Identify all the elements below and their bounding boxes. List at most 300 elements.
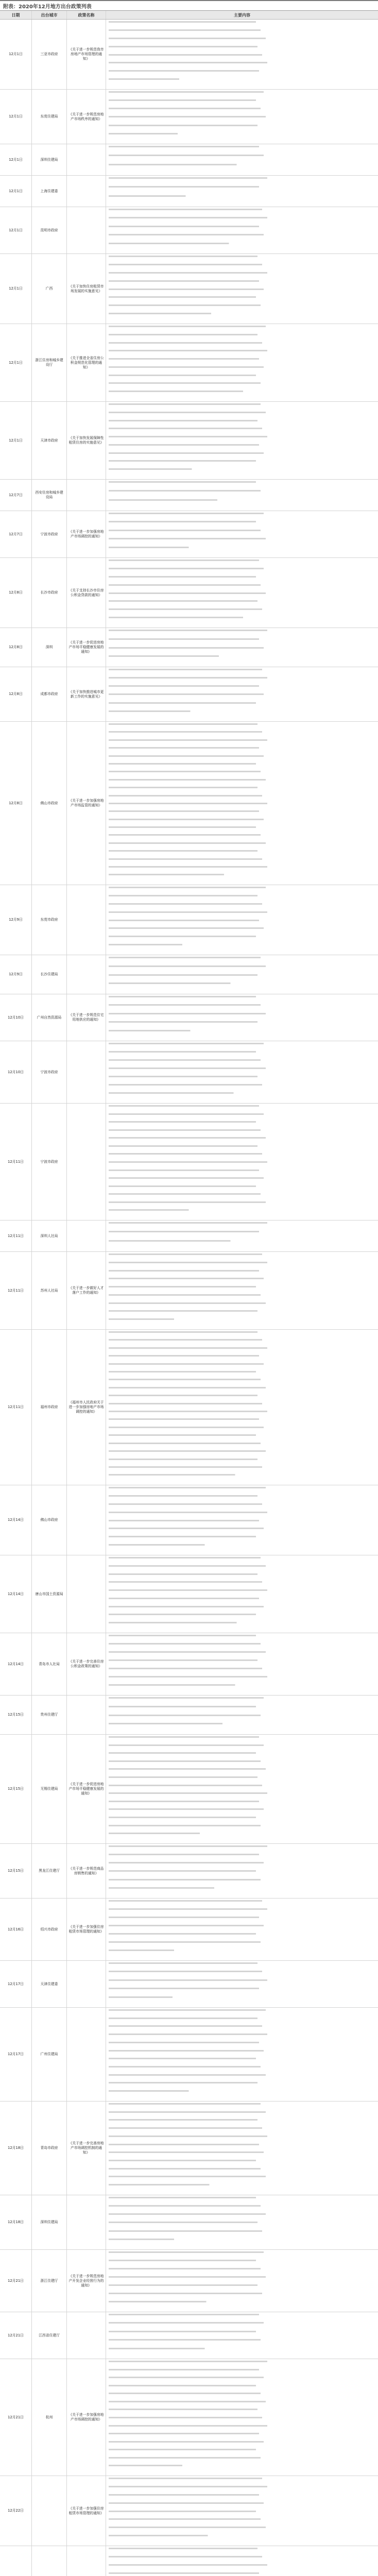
summary-text-line (109, 116, 370, 117)
cell-summary (106, 1555, 378, 1633)
cell-policy-name (67, 885, 106, 955)
table-row (0, 1555, 378, 1633)
summary-text-line (109, 538, 370, 539)
cell-summary (106, 2359, 378, 2476)
summary-text-line (109, 677, 373, 679)
cell-summary (106, 1330, 378, 1485)
summary-text-line (109, 982, 312, 984)
summary-text-line (109, 334, 357, 335)
cell-policy-name (67, 2195, 106, 2249)
table-row (0, 885, 378, 955)
table-row (0, 2008, 378, 2102)
summary-text-line (109, 1723, 298, 1724)
summary-text-line (109, 1536, 354, 1537)
table-row (0, 1844, 378, 1899)
summary-text-line (109, 1950, 218, 1951)
table-header (0, 11, 378, 20)
table-row (0, 2476, 378, 2546)
summary-text-line (109, 1222, 373, 1224)
summary-text-line (109, 1776, 357, 1778)
cell-policy-name: 《关于进一步规范房地产市场秩序的通知》 (67, 90, 106, 144)
summary-text-line (109, 1589, 373, 1591)
summary-text-line (109, 1434, 354, 1436)
summary-text-line (109, 685, 359, 687)
summary-text-line (109, 1403, 365, 1404)
cell-policy-name (67, 176, 106, 207)
summary-text-line (109, 1598, 359, 1599)
summary-text-line (109, 304, 362, 306)
cell-region (32, 2546, 67, 2576)
summary-text-line (109, 1004, 362, 1006)
cell-summary (106, 1633, 378, 1695)
summary-text-line (109, 803, 373, 804)
summary-text-line (109, 46, 357, 47)
summary-text-line (109, 99, 354, 101)
summary-text-line (109, 2176, 370, 2177)
cell-policy-name (67, 1221, 106, 1251)
table-row (0, 402, 378, 480)
summary-text-line (109, 1270, 359, 1272)
summary-text-line (109, 2385, 354, 2386)
table-row (0, 1735, 378, 1844)
summary-text-line (109, 1715, 362, 1716)
summary-text-line (109, 1092, 317, 1094)
summary-text-line (109, 2284, 357, 2286)
table-row (0, 1104, 378, 1221)
summary-text-line (109, 1051, 354, 1053)
summary-text-line (109, 1544, 269, 1546)
summary-text-line (109, 2119, 357, 2121)
summary-text-line (109, 2494, 359, 2496)
summary-text-line (109, 428, 365, 429)
summary-text-line (109, 547, 242, 548)
cell-date: 12月11日 (0, 1330, 32, 1485)
cell-summary (106, 480, 378, 511)
summary-text-line (109, 2213, 370, 2215)
summary-text-line (109, 723, 357, 725)
cell-summary (106, 90, 378, 144)
summary-text-line (109, 1760, 362, 1762)
cell-policy-name: 《关于进一步规范我市房地产市场管理的通知》 (67, 20, 106, 89)
summary-text-line (109, 1209, 242, 1211)
table-row (0, 2359, 378, 2476)
summary-text-line (109, 1113, 367, 1115)
summary-text-line (109, 1635, 354, 1636)
summary-text-line (109, 600, 357, 602)
summary-text-line (109, 2478, 365, 2479)
summary-text-line (109, 702, 354, 704)
summary-text-line (109, 1917, 359, 1918)
summary-text-line (109, 1643, 362, 1645)
summary-text-line (109, 412, 370, 413)
table-row (0, 1961, 378, 2008)
summary-text-line (109, 693, 367, 695)
summary-text-line (109, 1996, 215, 1998)
summary-text-line (109, 2293, 365, 2294)
summary-text-line (109, 834, 362, 836)
summary-text-line (109, 1900, 365, 1902)
summary-text-line (109, 2441, 367, 2443)
cell-date: 12月1日 (0, 402, 32, 479)
cell-summary (106, 1041, 378, 1103)
summary-text-line (109, 2535, 274, 2536)
header-policy-name: 政策名称 (67, 11, 106, 19)
cell-policy-name (67, 2546, 106, 2576)
summary-text-line (109, 1801, 359, 1802)
cell-region: 天津住建委 (32, 1961, 67, 2007)
cell-summary (106, 254, 378, 324)
summary-text-line (109, 974, 357, 976)
summary-text-line (109, 2222, 357, 2223)
cell-summary (106, 1221, 378, 1251)
cell-region: 浙江住房和城乡建设厅 (32, 324, 67, 401)
cell-date: 12月8日 (0, 667, 32, 721)
summary-text-line (109, 1030, 245, 1031)
table-row (0, 994, 378, 1041)
summary-text-line (109, 1565, 370, 1567)
cell-date: 12月17日 (0, 1961, 32, 2007)
summary-text-line (109, 1347, 373, 1349)
table-row (0, 254, 378, 324)
summary-text-line (109, 2033, 373, 2035)
summary-text-line (109, 1411, 373, 1412)
cell-summary (106, 994, 378, 1041)
cell-summary (106, 402, 378, 479)
cell-summary (106, 207, 378, 253)
cell-policy-name: 《关于加快住房租赁市场发展的实施意见》 (67, 254, 106, 324)
cell-date: 12月11日 (0, 1252, 32, 1329)
summary-text-line (109, 21, 354, 23)
summary-text-line (109, 1145, 357, 1147)
summary-text-line (109, 313, 280, 314)
summary-text-line (109, 1862, 367, 1863)
table-row (0, 176, 378, 207)
summary-text-line (109, 617, 333, 618)
summary-text-line (109, 2518, 362, 2520)
summary-text-line (109, 1752, 354, 1754)
summary-text-line (109, 2369, 359, 2370)
summary-text-line (109, 1503, 365, 1505)
cell-policy-name: 《关于进一步规范住宅用地供应的通知》 (67, 994, 106, 1041)
summary-text-line (109, 1979, 373, 1981)
summary-text-line (109, 2205, 362, 2207)
summary-text-line (109, 1253, 365, 1255)
cell-region: 佛山市政府 (32, 722, 67, 885)
summary-text-line (109, 1161, 373, 1163)
summary-text-line (109, 1129, 362, 1131)
summary-text-line (109, 850, 357, 852)
summary-text-line (109, 2136, 373, 2137)
cell-summary (106, 2476, 378, 2546)
summary-text-line (109, 375, 354, 376)
cell-summary (106, 1485, 378, 1555)
summary-text-line (109, 2449, 354, 2450)
cell-region: 宁波市政府 (32, 1104, 67, 1220)
summary-text-line (109, 2151, 367, 2153)
summary-text-line (109, 1302, 370, 1304)
cell-summary (106, 144, 378, 175)
summary-text-line (109, 1528, 367, 1529)
cell-summary (106, 1899, 378, 1960)
cell-region: 青岛市政府 (32, 2102, 67, 2195)
summary-text-line (109, 1879, 362, 1880)
summary-text-line (109, 155, 367, 156)
summary-text-line (109, 452, 367, 454)
summary-text-line (109, 29, 362, 31)
summary-text-line (109, 810, 359, 812)
summary-text-line (109, 819, 367, 820)
summary-text-line (109, 1971, 365, 1972)
summary-text-line (109, 358, 359, 360)
table-row (0, 2250, 378, 2312)
summary-text-line (109, 2251, 367, 2253)
summary-text-line (109, 382, 362, 384)
cell-policy-name (67, 1485, 106, 1555)
cell-policy-name: 《关于进一步完善房地产市场调控机制的通知》 (67, 2102, 106, 2195)
cell-region: 长沙市政府 (32, 558, 67, 628)
cell-region: 贵州住建厅 (32, 1696, 67, 1734)
summary-text-line (109, 350, 373, 351)
summary-text-line (109, 2301, 271, 2302)
policy-table (0, 10, 378, 2576)
cell-region: 佛山市政府 (32, 1485, 67, 1555)
summary-text-line (109, 1684, 319, 1686)
summary-text-line (109, 2361, 373, 2362)
table-row (0, 955, 378, 994)
summary-text-line (109, 2042, 359, 2043)
summary-text-line (109, 2066, 362, 2067)
cell-policy-name (67, 2008, 106, 2101)
summary-text-line (109, 903, 365, 905)
summary-text-line (109, 54, 365, 56)
cell-date: 12月14日 (0, 1485, 32, 1555)
summary-text-line (109, 1512, 373, 1513)
cell-region: 广州住建局 (32, 2008, 67, 2101)
cell-date: 12月9日 (0, 885, 32, 955)
table-row (0, 144, 378, 176)
cell-date: 12月1日 (0, 176, 32, 207)
summary-text-line (109, 296, 354, 298)
cell-date: 12月8日 (0, 722, 32, 885)
summary-text-line (109, 1043, 367, 1044)
cell-summary (106, 176, 378, 207)
cell-date: 12月15日 (0, 1844, 32, 1898)
table-row (0, 20, 378, 90)
summary-text-line (109, 186, 359, 188)
summary-text-line (109, 866, 373, 868)
cell-region: 深圳住建局 (32, 2195, 67, 2249)
summary-text-line (109, 272, 373, 274)
table-row (0, 480, 378, 511)
summary-text-line (109, 965, 370, 967)
table-row (0, 207, 378, 254)
summary-text-line (109, 2239, 218, 2240)
summary-text-line (109, 779, 370, 781)
summary-text-line (109, 2548, 357, 2549)
cell-date: 12月21日 (0, 2359, 32, 2476)
cell-region: 杭州 (32, 2359, 67, 2476)
summary-text-line (109, 420, 357, 421)
summary-text-line (109, 755, 367, 757)
summary-text-line (109, 1845, 373, 1847)
summary-text-line (109, 1318, 218, 1320)
summary-text-line (109, 1331, 357, 1333)
cell-date: 12月15日 (0, 1696, 32, 1734)
summary-text-line (109, 289, 367, 290)
summary-text-line (109, 2527, 370, 2528)
summary-text-line (109, 342, 365, 344)
summary-text-line (109, 513, 367, 514)
table-row (0, 1485, 378, 1555)
cell-policy-name: 《关于进一步促进房地产市场平稳健康发展的通知》 (67, 628, 106, 667)
cell-policy-name: 《关于进一步加强住房租赁市场管理的通知》 (67, 1899, 106, 1960)
summary-text-line (109, 1185, 354, 1187)
cell-region (32, 2476, 67, 2546)
cell-policy-name: 《关于进一步加强住房租赁市场管理的通知》 (67, 2476, 106, 2546)
cell-summary (106, 2312, 378, 2359)
cell-policy-name (67, 1696, 106, 1734)
summary-text-line (109, 2425, 373, 2427)
cell-policy-name (67, 2312, 106, 2359)
summary-text-line (109, 936, 354, 937)
summary-text-line (109, 326, 370, 327)
cell-date: 12月7日 (0, 480, 32, 511)
cell-region: 宁波市政府 (32, 1041, 67, 1103)
summary-text-line (109, 842, 370, 844)
cell-policy-name: 《关于加快发展保障性租赁住房的实施意见》 (67, 402, 106, 479)
cell-region: 西安住房和城乡建设局 (32, 480, 67, 511)
cell-region: 绍兴市政府 (32, 1899, 67, 1960)
cell-policy-name: 《福州市人民政府关于进一步加强房地产市场调控的通知》 (67, 1330, 106, 1485)
summary-text-line (109, 78, 226, 80)
cell-summary (106, 511, 378, 557)
cell-region: 苏州人社局 (32, 1252, 67, 1329)
summary-text-line (109, 1170, 359, 1171)
summary-text-line (109, 1817, 354, 1818)
summary-text-line (109, 1988, 359, 1989)
summary-text-line (109, 1339, 365, 1341)
summary-text-line (109, 1201, 370, 1203)
cell-summary (106, 2008, 378, 2101)
summary-text-line (109, 1443, 362, 1444)
summary-text-line (109, 826, 354, 828)
summary-text-line (109, 630, 373, 631)
summary-text-line (109, 1427, 367, 1428)
cell-date: 12月22日 (0, 2476, 32, 2546)
cell-summary (106, 628, 378, 667)
cell-summary (106, 955, 378, 994)
cell-region: 宁波市政府 (32, 511, 67, 557)
summary-text-line (109, 2393, 362, 2394)
cell-region: 三亚市政府 (32, 20, 67, 89)
table-row (0, 667, 378, 722)
cell-summary (106, 2546, 378, 2576)
cell-region: 黑龙江住建厅 (32, 1844, 67, 1898)
summary-text-line (109, 560, 359, 561)
cell-region: 无锡住建局 (32, 1735, 67, 1843)
summary-text-line (109, 2339, 362, 2341)
summary-text-line (109, 1768, 370, 1770)
summary-text-line (109, 638, 359, 640)
summary-text-line (109, 481, 354, 483)
summary-text-line (109, 1785, 365, 1786)
summary-text-line (109, 1371, 354, 1372)
cell-date: 12月1日 (0, 90, 32, 144)
cell-region: 深圳住建局 (32, 144, 67, 175)
summary-text-line (109, 460, 354, 462)
summary-text-line (109, 217, 373, 218)
summary-text-line (109, 38, 370, 39)
table-row (0, 628, 378, 667)
cell-date: 12月8日 (0, 628, 32, 667)
table-row (0, 558, 378, 628)
cell-summary (106, 1104, 378, 1220)
summary-text-line (109, 1744, 367, 1746)
summary-text-line (109, 1013, 370, 1014)
summary-text-line (109, 1121, 354, 1123)
cell-summary (106, 667, 378, 721)
table-row (0, 722, 378, 885)
summary-text-line (109, 195, 237, 197)
summary-text-line (109, 1286, 354, 1287)
summary-text-line (109, 391, 333, 392)
summary-text-line (109, 2409, 357, 2410)
cell-region: 青岛市人社局 (32, 1633, 67, 1695)
summary-text-line (109, 226, 359, 227)
header-region: 出台城市 (32, 11, 67, 19)
cell-policy-name (67, 207, 106, 253)
summary-text-line (109, 584, 362, 586)
summary-text-line (109, 444, 359, 446)
summary-text-line (109, 209, 365, 210)
cell-date: 12月1日 (0, 207, 32, 253)
summary-text-line (109, 887, 370, 888)
cell-date: 12月18日 (0, 2102, 32, 2195)
cell-date: 12月9日 (0, 955, 32, 994)
summary-text-line (109, 920, 359, 921)
summary-text-line (109, 1193, 362, 1195)
summary-text-line (109, 858, 365, 860)
summary-text-line (109, 763, 354, 765)
summary-text-line (109, 2197, 354, 2198)
summary-text-line (109, 2572, 359, 2574)
summary-text-line (109, 108, 362, 109)
summary-text-line (109, 2486, 373, 2487)
cell-date: 12月10日 (0, 994, 32, 1041)
cell-region: 广西 (32, 254, 67, 324)
summary-text-line (109, 2168, 362, 2170)
cell-policy-name: 《关于支持长沙市住房公积金贷款的通知》 (67, 558, 106, 628)
cell-summary (106, 2250, 378, 2312)
table-row (0, 1899, 378, 1961)
summary-text-line (109, 1105, 359, 1107)
summary-text-line (109, 1651, 370, 1653)
summary-text-line (109, 1418, 359, 1420)
cell-date: 12月7日 (0, 511, 32, 557)
cell-date: 12月8日 (0, 558, 32, 628)
summary-text-line (109, 1622, 322, 1623)
summary-text-line (109, 2417, 365, 2418)
summary-text-line (109, 1736, 359, 1738)
cell-date: 12月17日 (0, 2008, 32, 2101)
table-row (0, 2546, 378, 2576)
cell-policy-name: 《关于进一步完善住房公积金政策的通知》 (67, 1633, 106, 1695)
summary-text-line (109, 1573, 357, 1575)
summary-text-line (109, 1495, 357, 1497)
cell-region: 东莞住建局 (32, 90, 67, 144)
summary-text-line (109, 647, 367, 649)
summary-text-line (109, 146, 359, 147)
